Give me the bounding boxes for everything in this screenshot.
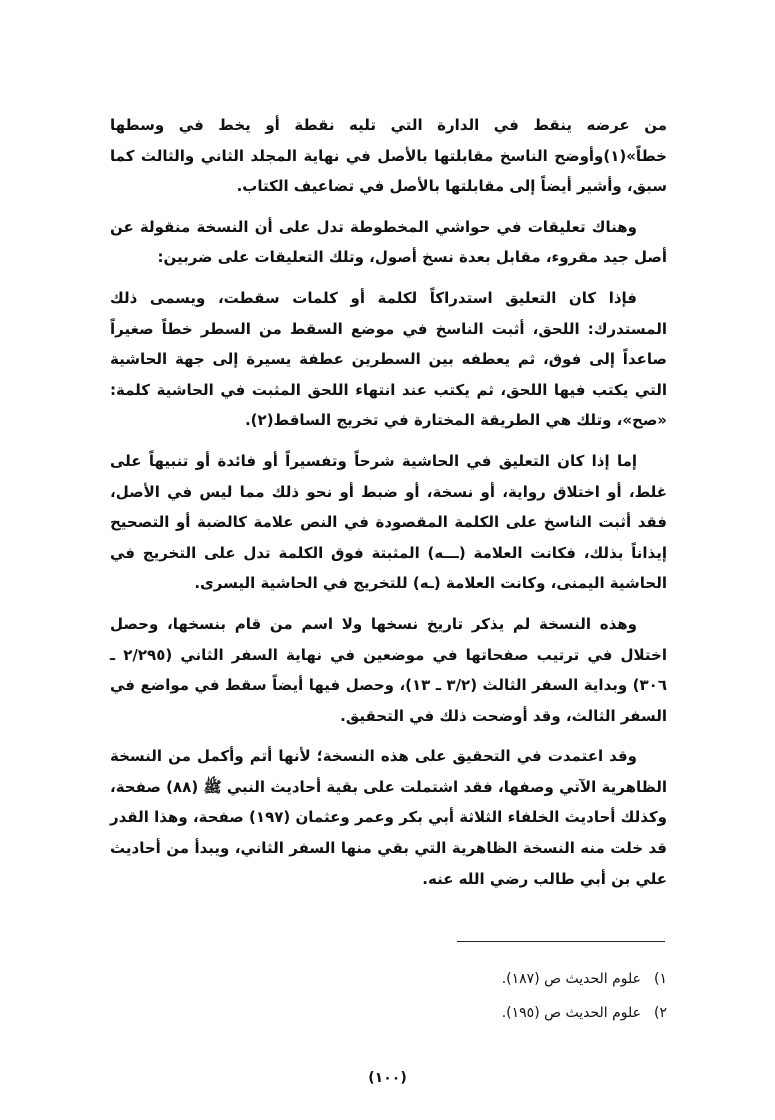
footnote-text: علوم الحديث ص (١٨٧). <box>501 971 641 987</box>
footnote-2 <box>267 996 667 1030</box>
page-number: (١٠٠) <box>368 1070 407 1086</box>
paragraph-4: إما إذا كان التعليق في الحاشية شرحاً وتفسيراً أو فائدة أو تنبيهاً على غلط، أو اختلاق رواية، أو نسخة، أو ضبط أو نحو ذلك مما ليس في الأصل، فقد أثبت الناسخ على الكلمة المقصودة في النص علامة كالضبة أو التصحيح إيذاناً بذلك، فكانت العلامة (ـــه) المثبتة فوق الكلمة تدل على التخريج في الحاشية اليمنى، وكانت العلامة (ـه) للتخريج في الحاشية اليسرى. <box>110 451 667 593</box>
footnotes <box>267 962 667 1030</box>
paragraph-3: فإذا كان التعليق استدراكاً لكلمة أو كلمات سقطت، ويسمى ذلك المستدرك: اللحق، أثبت الناسخ في موضع السقط من السطر خطاً صغيراً صاعداً إلى فوق، ثم يعطفه بين السطرين عطفة يسيرة إلى جهة الحاشية التي يكتب فيها اللحق، ثم يكتب عند انتهاء اللحق المثبت في الحاشية كلمة: «صح»، وتلك هي الطريقة المختارة في تخريج الساقط(٢). <box>110 288 667 430</box>
paragraph-5: وهذه النسخة لم يذكر تاريخ نسخها ولا اسم من قام بنسخها، وحصل اختلال في ترتيب صفحاتها في موضعين في نهاية السفر الثاني (٢/٢٩٥ ـ ٣٠٦) وبداية السفر الثالث (٣/٢ ـ ١٣)، وحصل فيها أيضاً سقط في مواضع في السفر الثالث، وقد أوضحت ذلك في التحقيق. <box>110 614 667 725</box>
main-text <box>110 110 667 904</box>
paragraph-1: من عرضه ينقط في الدارة التي تليه نقطة أو يخط في وسطها خطاً»(١)وأوضح الناسخ مقابلتها بالأصل في نهاية المجلد الثاني والثالث كما سبق، وأشير أيضاً إلى مقابلتها بالأصل في تضاعيف الكتاب. <box>110 116 667 196</box>
paragraph-2: وهناك تعليقات في حواشي المخطوطة تدل على أن النسخة منقولة عن أصل جيد مقروء، مقابل بعدة نسخ أصول، وتلك التعليقات على ضربين: <box>110 217 667 267</box>
footnote-number: ١) <box>654 971 667 987</box>
footnote-1 <box>267 962 667 996</box>
footnote-number: ٢) <box>654 1005 667 1021</box>
footnote-divider <box>457 941 665 942</box>
paragraph-6: وقد اعتمدت في التحقيق على هذه النسخة؛ لأنها أتم وأكمل من النسخة الظاهرية الآتي وصفها، فقد اشتملت على بقية أحاديث النبي ﷺ (٨٨) صفحة، وكذلك أحاديث الخلفاء الثلاثة أبي بكر وعمر وعثمان (١٩٧) صفحة، وهذا القدر قد خلت منه النسخة الظاهرية التي بقي منها السفر الثاني، ويبدأ من أحاديث علي بن أبي طالب رضي الله عنه. <box>110 747 667 888</box>
footnote-text: علوم الحديث ص (١٩٥). <box>501 1005 641 1021</box>
